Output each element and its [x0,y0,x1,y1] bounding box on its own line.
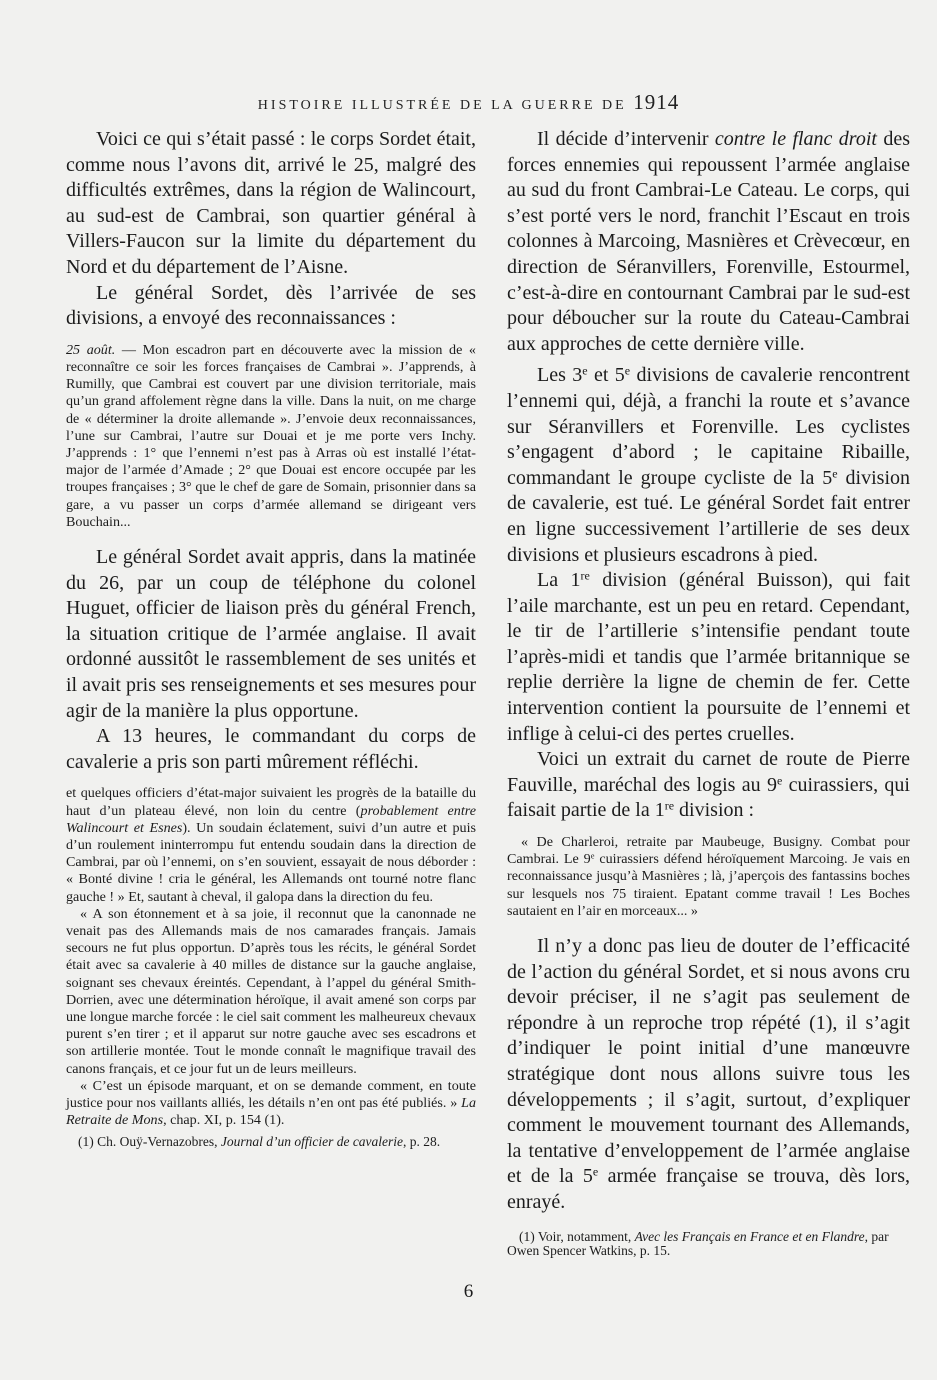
running-header [0,90,937,115]
paragraph: Voici ce qui s’était passé : le corps Sordet était, comme nous l’avons dit, arrivé le 25, malgré des difficultés extrêmes, dans la région de Walincourt, au sud-est de Cambrai, son quartier général à Villers-Faucon sur la limite du département du Nord et du département de l’Aisne. [66,128,476,278]
paragraph: La 1re division (général Buisson), qui fait l’aile marchante, est un peu en retard. Cependant, le tir de l’artillerie s’intensifie pendant toute l’après-midi et tandis que l’armée britannique se replie derrière la ligne de chemin de fer. Cette intervention contient la poursuite de l’ennemi et inflige à celui-ci des pertes cruelles. [507,568,911,745]
paragraph: A 13 heures, le commandant du corps de cavalerie a pris son parti mûrement réfléchi. [66,725,476,773]
footnote: (1) Voir, notamment, Avec les Français en France et en Flandre, par Owen Spencer Watkins, p. 15. [507,1228,889,1258]
paragraph: Le général Sordet avait appris, dans la matinée du 26, par un coup de téléphone du colonel Huguet, officier de liaison près du général French, la situation critique de l’armée anglaise. Il avait ordonné aussitôt le rassemblement de ses unités et il avait pris ses renseignements et ses mesures pour agir de la manière la plus opportune. [66,545,476,722]
paragraph: Voici un extrait du carnet de route de Pierre Fauville, maréchal des logis au 9e cuirassiers, qui faisait partie de la 1re division : [507,748,910,822]
paragraph: Il décide d’intervenir contre le flanc droit des forces ennemies qui repoussent l’armée anglaise au sud du front Cambrai-Le Cateau. Le corps, qui s’est porté vers le nord, franchit l’Escaut en trois colonnes à Marcoing, Masnières et Crèvecœur, en direction de Séranvillers, Forenville, Estourmel, c’est-à-dire en contournant Cambrai par le sud-est pour déboucher sur la route du Cateau-Cambrai aux approches de cette dernière ville. [507,128,910,355]
left-column [66,127,476,1149]
paragraph: Les 3e et 5e divisions de cavalerie rencontrent l’ennemi qui, déjà, a franchi la route et s’avance sur Séranvillers et Forenville. Les cyclistes s’engagent d’abord ; le capitaine Ribaille, commandant le groupe cycliste de la 5e division de cavalerie, est tué. Le général Sordet fait entrer en ligne successivement l’artillerie de ses deux divisions et plusieurs escadrons à pied. [507,363,910,566]
quote-block: 25 août. — Mon escadron part en découverte avec la mission de « reconnaître ce soir les forces françaises de Cambrai ». J’apprends, à Rumilly, que Cambrai est couvert par une division territoriale, mais qu’un grand affolement règne dans la ville. Dans la nuit, on me charge de « déterminer la droite allemande ». J’envoie deux reconnaissances, l’une sur Cambrai, l’autre sur Douai et je me porte vers Inchy. J’apprends : 1° que l’ennemi n’est pas à Arras où est installé l’état-major de l’armée d’Amade ; 2° que Douai est encore occupée par les troupes françaises ; 3° que le chef de gare de Somain, prisonnier dans sa gare, a vu passer un corps d’armée allemand se dirigeant vers Bouchain... [66,341,476,530]
header-title: HISTOIRE ILLUSTRÉE DE LA GUERRE DE [257,98,627,113]
header-year: 1914 [633,90,680,114]
paragraph: Il n’y a donc pas lieu de douter de l’efficacité de l’action du général Sordet, et si nous avons cru devoir préciser, il ne s’agit pas seulement de répondre à un reproche trop répété (1), il s’agit d’indiquer le point initial d’une manœuvre stratégique dont nous allons suivre tous les développements ; il s’agit, surtout, d’expliquer comment le mouvement tournant des Allemands, la tentative d’enveloppement de l’armée anglaise et de la 5e armée française se trouva, dès lors, enrayé. [507,935,910,1213]
footnote: (1) Ch. Ouÿ-Vernazobres, Journal d’un officier de cavalerie, p. 28. [78,1134,441,1150]
page-number: 6 [463,1281,474,1302]
quote-block: « De Charleroi, retraite par Maubeuge, Busigny. Combat pour Cambrai. Le 9e cuirassiers défend héroïquement Marcoing. Je vais en reconnaissance jusqu’à Masnières ; là, j’aperçois des fantassins boches sur lesquels nos 75 tiraient. Epatant comme travail ! Les Boches sautaient en l’air en morceaux... » [507,834,910,919]
right-column [507,127,910,1258]
quote-block: et quelques officiers d’état-major suivaient les progrès de la bataille du haut d’un plateau élevé, non loin du centre (probablement entre Walincourt et Esnes). Un soudain éclatement, suivi d’un autre et puis d’un roulement ininterrompu fut entendu soudain dans la direction de Cambrai, par où l’ennemi, on s’en souvient, essayait de nous déborder : « Bonté divine ! cria le général, les Allemands ont tourné notre flanc gauche ! » Et, sautant à cheval, il galopa dans la direction du feu. [66,785,476,905]
quote-block: « C’est un épisode marquant, et on se demande comment, en toute justice pour nos vaillants alliés, les détails n’en ont pas été publiés. » La Retraite de Mons, chap. XI, p. 154 (1). [66,1077,476,1129]
paragraph: Le général Sordet, dès l’arrivée de ses divisions, a envoyé des reconnaissances : [66,281,476,330]
quote-date: 25 août. [66,341,116,358]
quote-block: « A son étonnement et à sa joie, il reconnut que la canonnade ne venait pas des Allemands mais de nos camarades français. Jamais secours ne fut plus opportun. D’après tous les récits, le général Sordet était avec sa cavalerie à 40 milles de distance sur la gauche anglaise, soignant ses chevaux éreintés. Cependant, à l’appel du général Smith-Dorrien, avec une détermination héroïque, il avait amené son corps par une longue marche forcée : le ciel sait comment les malheureux chevaux purent s’en tirer ; et il apparut sur notre gauche avec ses escadrons et son artillerie montée. Tout le monde connaît le magnifique travail des canons français, et ce jour fut un de leurs meilleurs. [66,905,476,1077]
